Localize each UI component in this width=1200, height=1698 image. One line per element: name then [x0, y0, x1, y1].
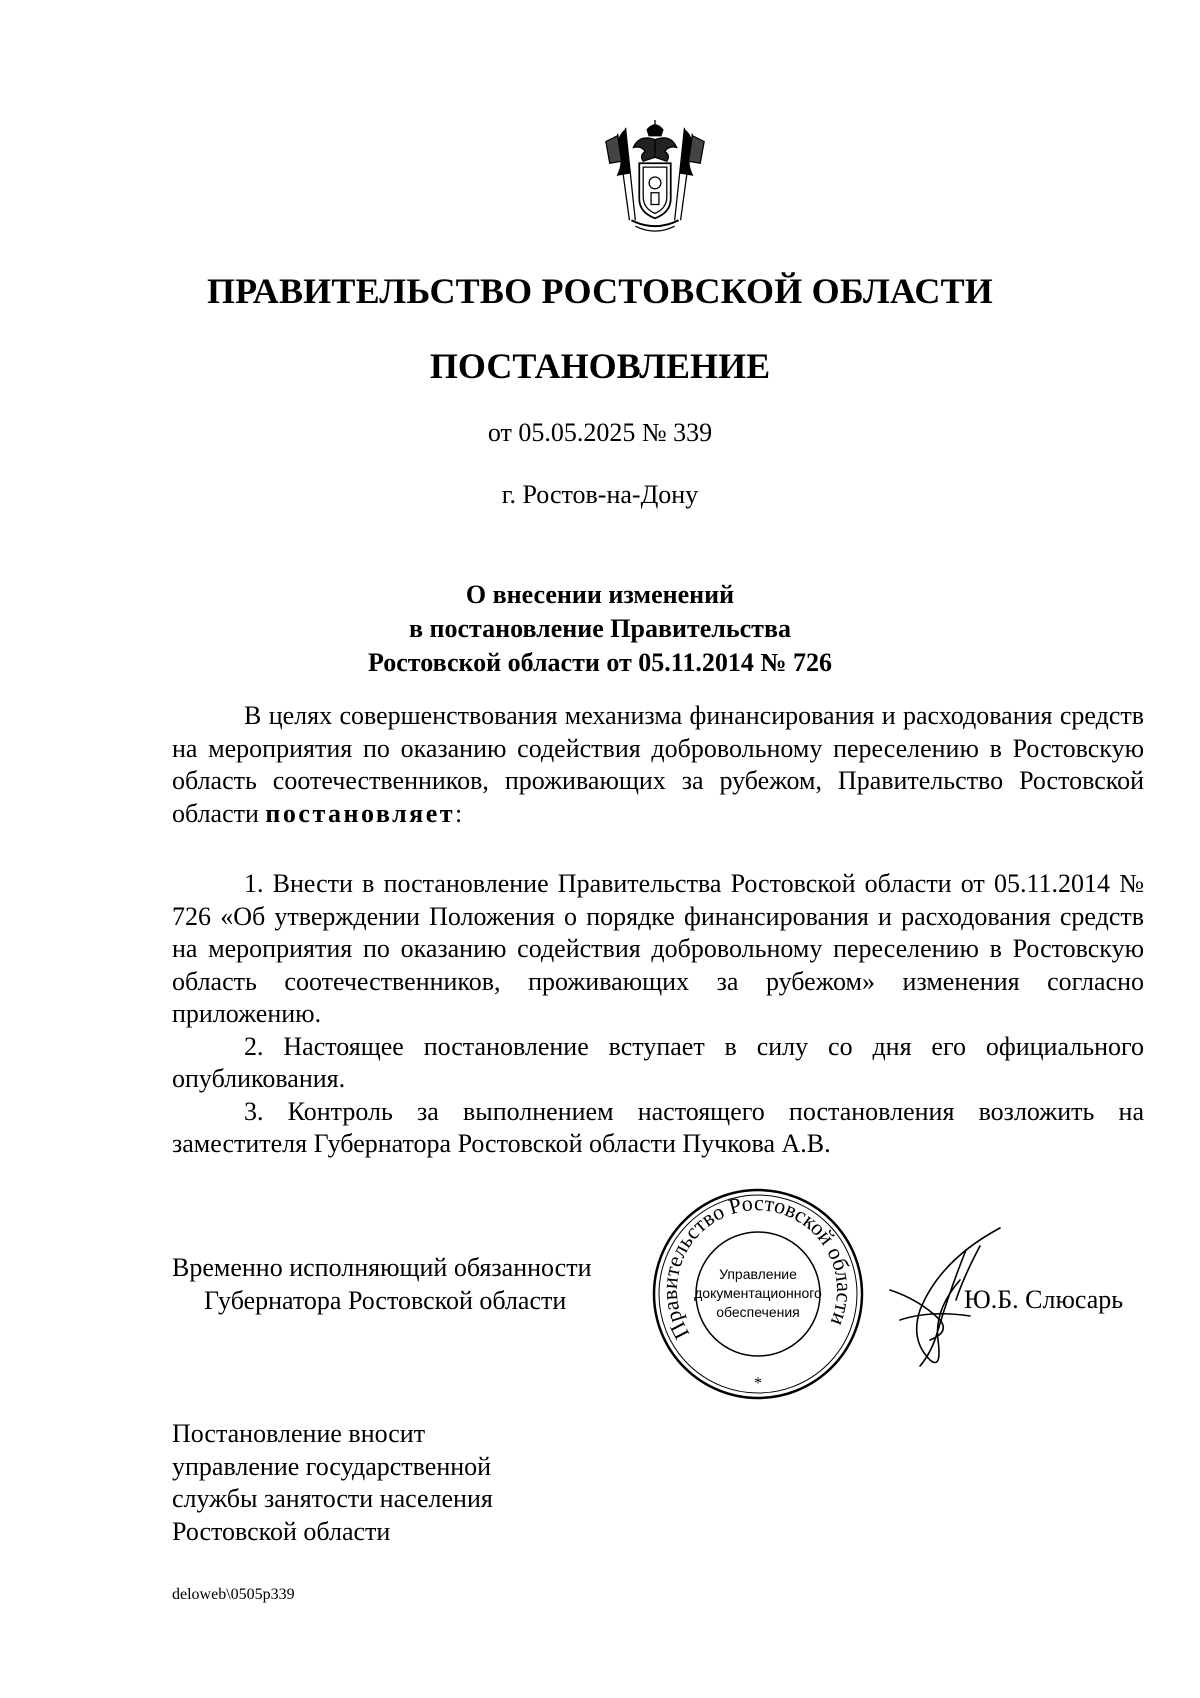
- document-type: ПОСТАНОВЛЕНИЕ: [429, 346, 771, 386]
- author-line: Ростовской области: [172, 1516, 391, 1546]
- stamp-star: *: [754, 1375, 762, 1392]
- document-id: deloweb\0505p339: [172, 1586, 295, 1603]
- author-line: Постановление вносит: [172, 1419, 426, 1448]
- subject-line: в постановление Правительства: [408, 614, 791, 643]
- resolution-item: 2. Настоящее постановление вступает в силу со дня его официального опубликования.: [172, 1031, 1144, 1093]
- subject-line: Ростовской области от 05.11.2014 № 726: [368, 648, 832, 677]
- signatory-name: Ю.Б. Слюсарь: [964, 1285, 1124, 1314]
- position-line: Временно исполняющий обязанности: [172, 1253, 592, 1282]
- preamble-end: :: [455, 798, 463, 828]
- stamp-outer-text: Правительство Ростовской области: [656, 1190, 858, 1344]
- preamble-text: В целях совершенствования механизма финансирования и расходования средств на мероприятия по оказанию содействия добровольному переселению в Ростовскую область соотечественников, проживающих за рубежом, Правительство Ростовской области: [172, 701, 1144, 828]
- signatory-position: [172, 1252, 592, 1317]
- subject-line: О внесении изменений: [465, 580, 735, 609]
- government-title: ПРАВИТЕЛЬСТВО РОСТОВСКОЙ ОБЛАСТИ: [206, 271, 994, 311]
- decree-word: постановляет: [265, 798, 456, 828]
- preamble-paragraph: [172, 700, 1144, 830]
- submitting-authority: [172, 1418, 493, 1548]
- preamble: [172, 700, 1144, 830]
- resolution-item: 1. Внести в постановление Правительства Ростовской области от 05.11.2014 № 726 «Об утверждении Положения о порядке финансирования и расходования средств на мероприятия по оказанию содействия добровольному переселению в Ростовскую область соотечественников, проживающих за рубежом» изменения согласно приложению.: [172, 869, 1144, 1028]
- document-subject: [0, 578, 1200, 680]
- stamp-inner-line: Управление: [719, 1266, 797, 1282]
- stamp-inner-line: обеспечения: [716, 1304, 800, 1320]
- author-line: службы занятости населения: [172, 1484, 493, 1513]
- resolution-item: 3. Контроль за выполнением настоящего постановления возложить на заместителя Губернатора Ростовской области Пучкова А.В.: [172, 1096, 1144, 1158]
- city: г. Ростов-на-Дону: [501, 480, 699, 509]
- author-line: управление государственной: [172, 1451, 492, 1481]
- rostov-oblast-coat-of-arms-icon: [596, 118, 714, 236]
- official-stamp: [648, 1184, 868, 1404]
- position-line: Губернатора Ростовской области: [204, 1285, 567, 1315]
- date-number: от 05.05.2025 № 339: [487, 418, 713, 447]
- stamp-inner-line: документационного: [694, 1285, 822, 1301]
- resolution-items: [172, 868, 1144, 1161]
